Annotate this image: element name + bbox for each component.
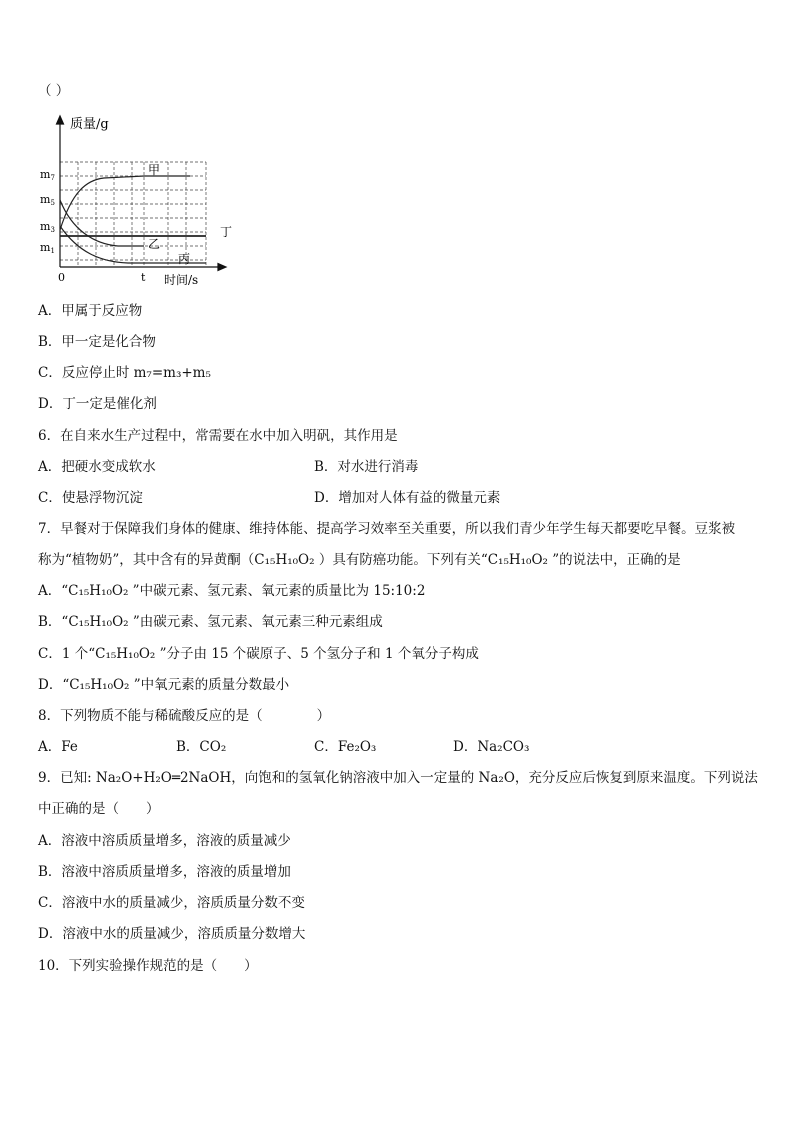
q5-option-a[interactable]: A．甲属于反应物 [38,303,143,319]
x-tick-t: t [141,271,146,284]
question-5-tail: （ ） [38,83,70,99]
q6-option-a[interactable]: A．把硬水变成软水 [38,459,156,475]
q7-option-a[interactable]: A．“C₁₅H₁₀O₂ ”中碳元素、氢元素、氧元素的质量比为 15:10:2 [38,583,426,599]
y-axis-label: 质量/g [70,117,109,132]
q8-option-d[interactable]: D．Na₂CO₃ [453,739,530,755]
series-label-ding: 丁 [220,225,233,239]
y-tick-m1: m1 [40,241,55,255]
series-label-jia: 甲 [148,163,161,177]
q9-option-c[interactable]: C．溶液中水的质量减少，溶质质量分数不变 [38,895,305,911]
mass-time-graph [38,112,238,292]
y-tick-m3: m3 [40,220,55,234]
question-7-stem-line2: 称为“植物奶”，其中含有的异黄酮（C₁₅H₁₀O₂ ）具有防癌功能。下列有关“C₁₅H₁₀O₂ ”的说法中，正确的是 [38,552,681,568]
q8-option-c[interactable]: C．Fe₂O₃ [314,739,377,755]
series-label-bing: 丙 [178,252,191,266]
series-label-yi: 乙 [148,237,161,251]
graph-axes [57,116,227,271]
question-8-stem: 8．下列物质不能与稀硫酸反应的是（ ） [38,708,331,724]
x-tick-0: 0 [58,271,65,284]
q9-option-b[interactable]: B．溶液中溶质质量增多，溶液的质量增加 [38,864,291,880]
question-7-stem-line1: 7．早餐对于保障我们身体的健康、维持体能、提高学习效率至关重要，所以我们青少年学生每天都要吃早餐。豆浆被 [38,521,736,537]
q7-option-c[interactable]: C．1 个“C₁₅H₁₀O₂ ”分子由 15 个碳原子、5 个氢分子和 1 个氧分子构成 [38,646,479,662]
q8-option-a[interactable]: A．Fe [38,739,78,755]
curve-yi [60,200,144,246]
y-tick-m5: m5 [40,193,55,207]
question-6-stem: 6．在自来水生产过程中，常需要在水中加入明矾，其作用是 [38,428,398,444]
x-axis-label: 时间/s [164,273,199,287]
q5-option-d[interactable]: D．丁一定是催化剂 [38,396,157,412]
q6-option-d[interactable]: D．增加对人体有益的微量元素 [314,490,501,506]
q7-option-d[interactable]: D．“C₁₅H₁₀O₂ ”中氧元素的质量分数最小 [38,677,290,693]
q9-option-a[interactable]: A．溶液中溶质质量增多，溶液的质量减少 [38,833,291,849]
question-9-stem-line1: 9．已知: Na₂O+H₂O═2NaOH，向饱和的氢氧化钠溶液中加入一定量的 Na₂O，充分反应后恢复到原来温度。下列说法 [38,770,758,786]
q6-option-c[interactable]: C．使悬浮物沉淀 [38,490,143,506]
question-9-stem-line2: 中正确的是（ ） [38,801,160,817]
q8-option-b[interactable]: B．CO₂ [176,739,227,755]
q5-option-b[interactable]: B．甲一定是化合物 [38,334,156,350]
question-10-stem: 10．下列实验操作规范的是（ ） [38,958,258,974]
y-tick-m7: m7 [40,168,55,182]
q7-option-b[interactable]: B．“C₁₅H₁₀O₂ ”由碳元素、氢元素、氧元素三种元素组成 [38,614,383,630]
curve-jia [60,176,190,230]
q5-option-c[interactable]: C．反应停止时 m₇=m₃+m₅ [38,365,211,381]
q6-option-b[interactable]: B．对水进行消毒 [314,459,419,475]
q9-option-d[interactable]: D．溶液中水的质量减少，溶质质量分数增大 [38,926,306,942]
